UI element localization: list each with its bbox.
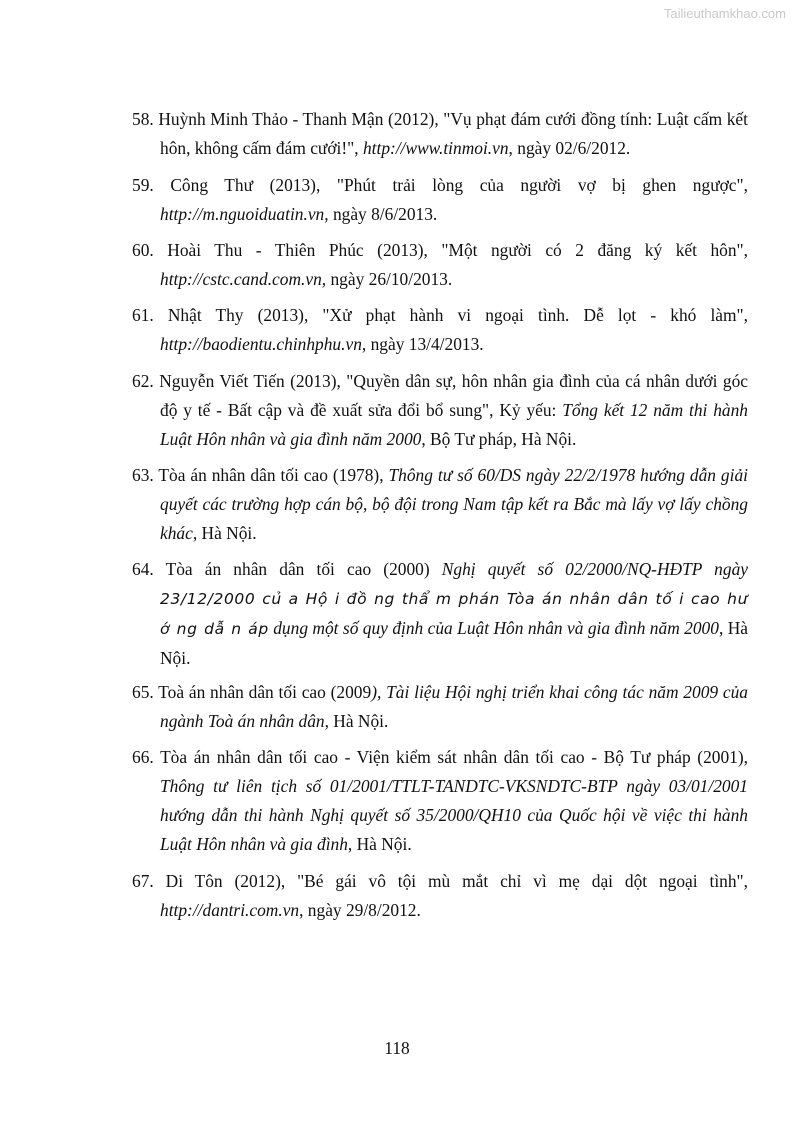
- watermark-text: Tailieuthamkhao.com: [663, 6, 786, 21]
- reference-text: Di Tôn (2012), "Bé gái vô tội mù mắt chỉ vì mẹ dại dột ngoại tình",: [165, 871, 748, 891]
- reference-url[interactable]: http://cstc.cand.com.vn,: [160, 269, 327, 289]
- reference-item-65: [132, 678, 748, 736]
- reference-text: Toà án nhân dân tối cao (2009: [158, 682, 372, 702]
- reference-place: , Hà Nội.: [324, 711, 389, 731]
- page-number: 118: [384, 1038, 410, 1058]
- reference-url[interactable]: http://dantri.com.vn: [160, 900, 300, 920]
- reference-date: , ngày 8/6/2013.: [324, 204, 438, 224]
- reference-date: ngày 26/10/2013.: [326, 269, 453, 289]
- reference-place: , Hà Nội.: [192, 523, 257, 543]
- reference-place: , Hà Nội.: [160, 618, 748, 668]
- reference-item-62: [132, 367, 748, 454]
- reference-url[interactable]: http://m.nguoiduatin.vn: [160, 204, 325, 224]
- reference-text: Nhật Thy (2013), "Xử phạt hành vi ngoại tình. Dễ lọt - khó làm",: [167, 305, 748, 325]
- reference-item-67: [132, 867, 748, 925]
- reference-date: , ngày 02/6/2012.: [508, 138, 631, 158]
- reference-item-59: [132, 171, 748, 229]
- reference-number: 63.: [132, 465, 154, 485]
- reference-url[interactable]: http://www.tinmoi.vn: [362, 138, 509, 158]
- reference-date: , ngày 13/4/2013.: [361, 334, 484, 354]
- reference-item-64: [132, 555, 748, 673]
- reference-item-66: [132, 743, 748, 859]
- reference-title: Tổng kết 12 năm thi hành Luật Hôn nhân và gia đình năm 2000: [160, 400, 749, 449]
- reference-text: Công Thư (2013), "Phút trải lòng của người vợ bị ghen ngược",: [170, 175, 748, 195]
- reference-text: Tòa án nhân dân tối cao (1978),: [158, 465, 389, 485]
- reference-item-63: [132, 461, 748, 548]
- reference-title: ), Tài liệu Hội nghị triển khai công tác năm 2009 của ngành Toà án nhân dân: [160, 682, 748, 731]
- reference-text: Tòa án nhân dân tối cao - Viện kiểm sát nhân dân tối cao - Bộ Tư pháp (2001),: [160, 747, 748, 767]
- reference-number: 61.: [132, 305, 154, 325]
- reference-item-61: [132, 301, 748, 359]
- reference-title-garbled: 23/12/2000 củ a Hộ i đồ ng thẩ m phán Tòa án nhân dân tố i cao hư ớ ng dẫ n áp: [160, 590, 748, 638]
- reference-publisher: , Bộ Tư pháp, Hà Nội.: [421, 429, 577, 449]
- reference-number: 62.: [132, 371, 154, 391]
- reference-number: 60.: [132, 240, 154, 260]
- reference-title-continued: dụng một số quy định của Luật Hôn nhân và gia đình năm 2000: [273, 618, 719, 638]
- reference-text: Tòa án nhân dân tối cao (2000): [165, 559, 442, 579]
- reference-url[interactable]: http://baodientu.chinhphu.vn: [160, 334, 362, 354]
- reference-number: 59.: [132, 175, 154, 195]
- reference-item-58: [132, 105, 748, 163]
- reference-place: , Hà Nội.: [347, 834, 412, 854]
- reference-text: Huỳnh Minh Thảo - Thanh Mận (2012), "Vụ phạt đám cưới đồng tính: Luật cấm kết hôn, không cấm đám cưới!",: [158, 109, 748, 158]
- reference-title: Thông tư liên tịch số 01/2001/TTLT-TANDTC-VKSNDTC-BTP ngày 03/01/2001 hướng dẫn thi hành Nghị quyết số 35/2000/QH10 của Quốc hội về việc thi hành Luật Hôn nhân và gia đình: [160, 776, 748, 854]
- reference-title: Nghị quyết số 02/2000/NQ-HĐTP ngày: [441, 559, 748, 579]
- reference-number: 67.: [132, 871, 154, 891]
- reference-date: , ngày 29/8/2012.: [299, 900, 421, 920]
- reference-number: 66.: [132, 747, 154, 767]
- reference-text: Hoài Thu - Thiên Phúc (2013), "Một người có 2 đăng ký kết hôn",: [167, 240, 748, 260]
- reference-text: Nguyễn Viết Tiến (2013), "Quyền dân sự, hôn nhân gia đình của cá nhân dưới góc độ y tế - Bất cập và đề xuất sửa đổi bổ sung", Kỷ yếu:: [159, 371, 748, 420]
- reference-number: 58.: [132, 109, 154, 129]
- reference-number: 65.: [132, 682, 154, 702]
- reference-item-60: [132, 236, 748, 294]
- reference-title: Thông tư số 60/DS ngày 22/2/1978 hướng dẫn giải quyết các trường hợp cán bộ, bộ đội trong Nam tập kết ra Bắc mà lấy vợ lấy chồng khác: [160, 465, 748, 543]
- reference-number: 64.: [132, 559, 154, 579]
